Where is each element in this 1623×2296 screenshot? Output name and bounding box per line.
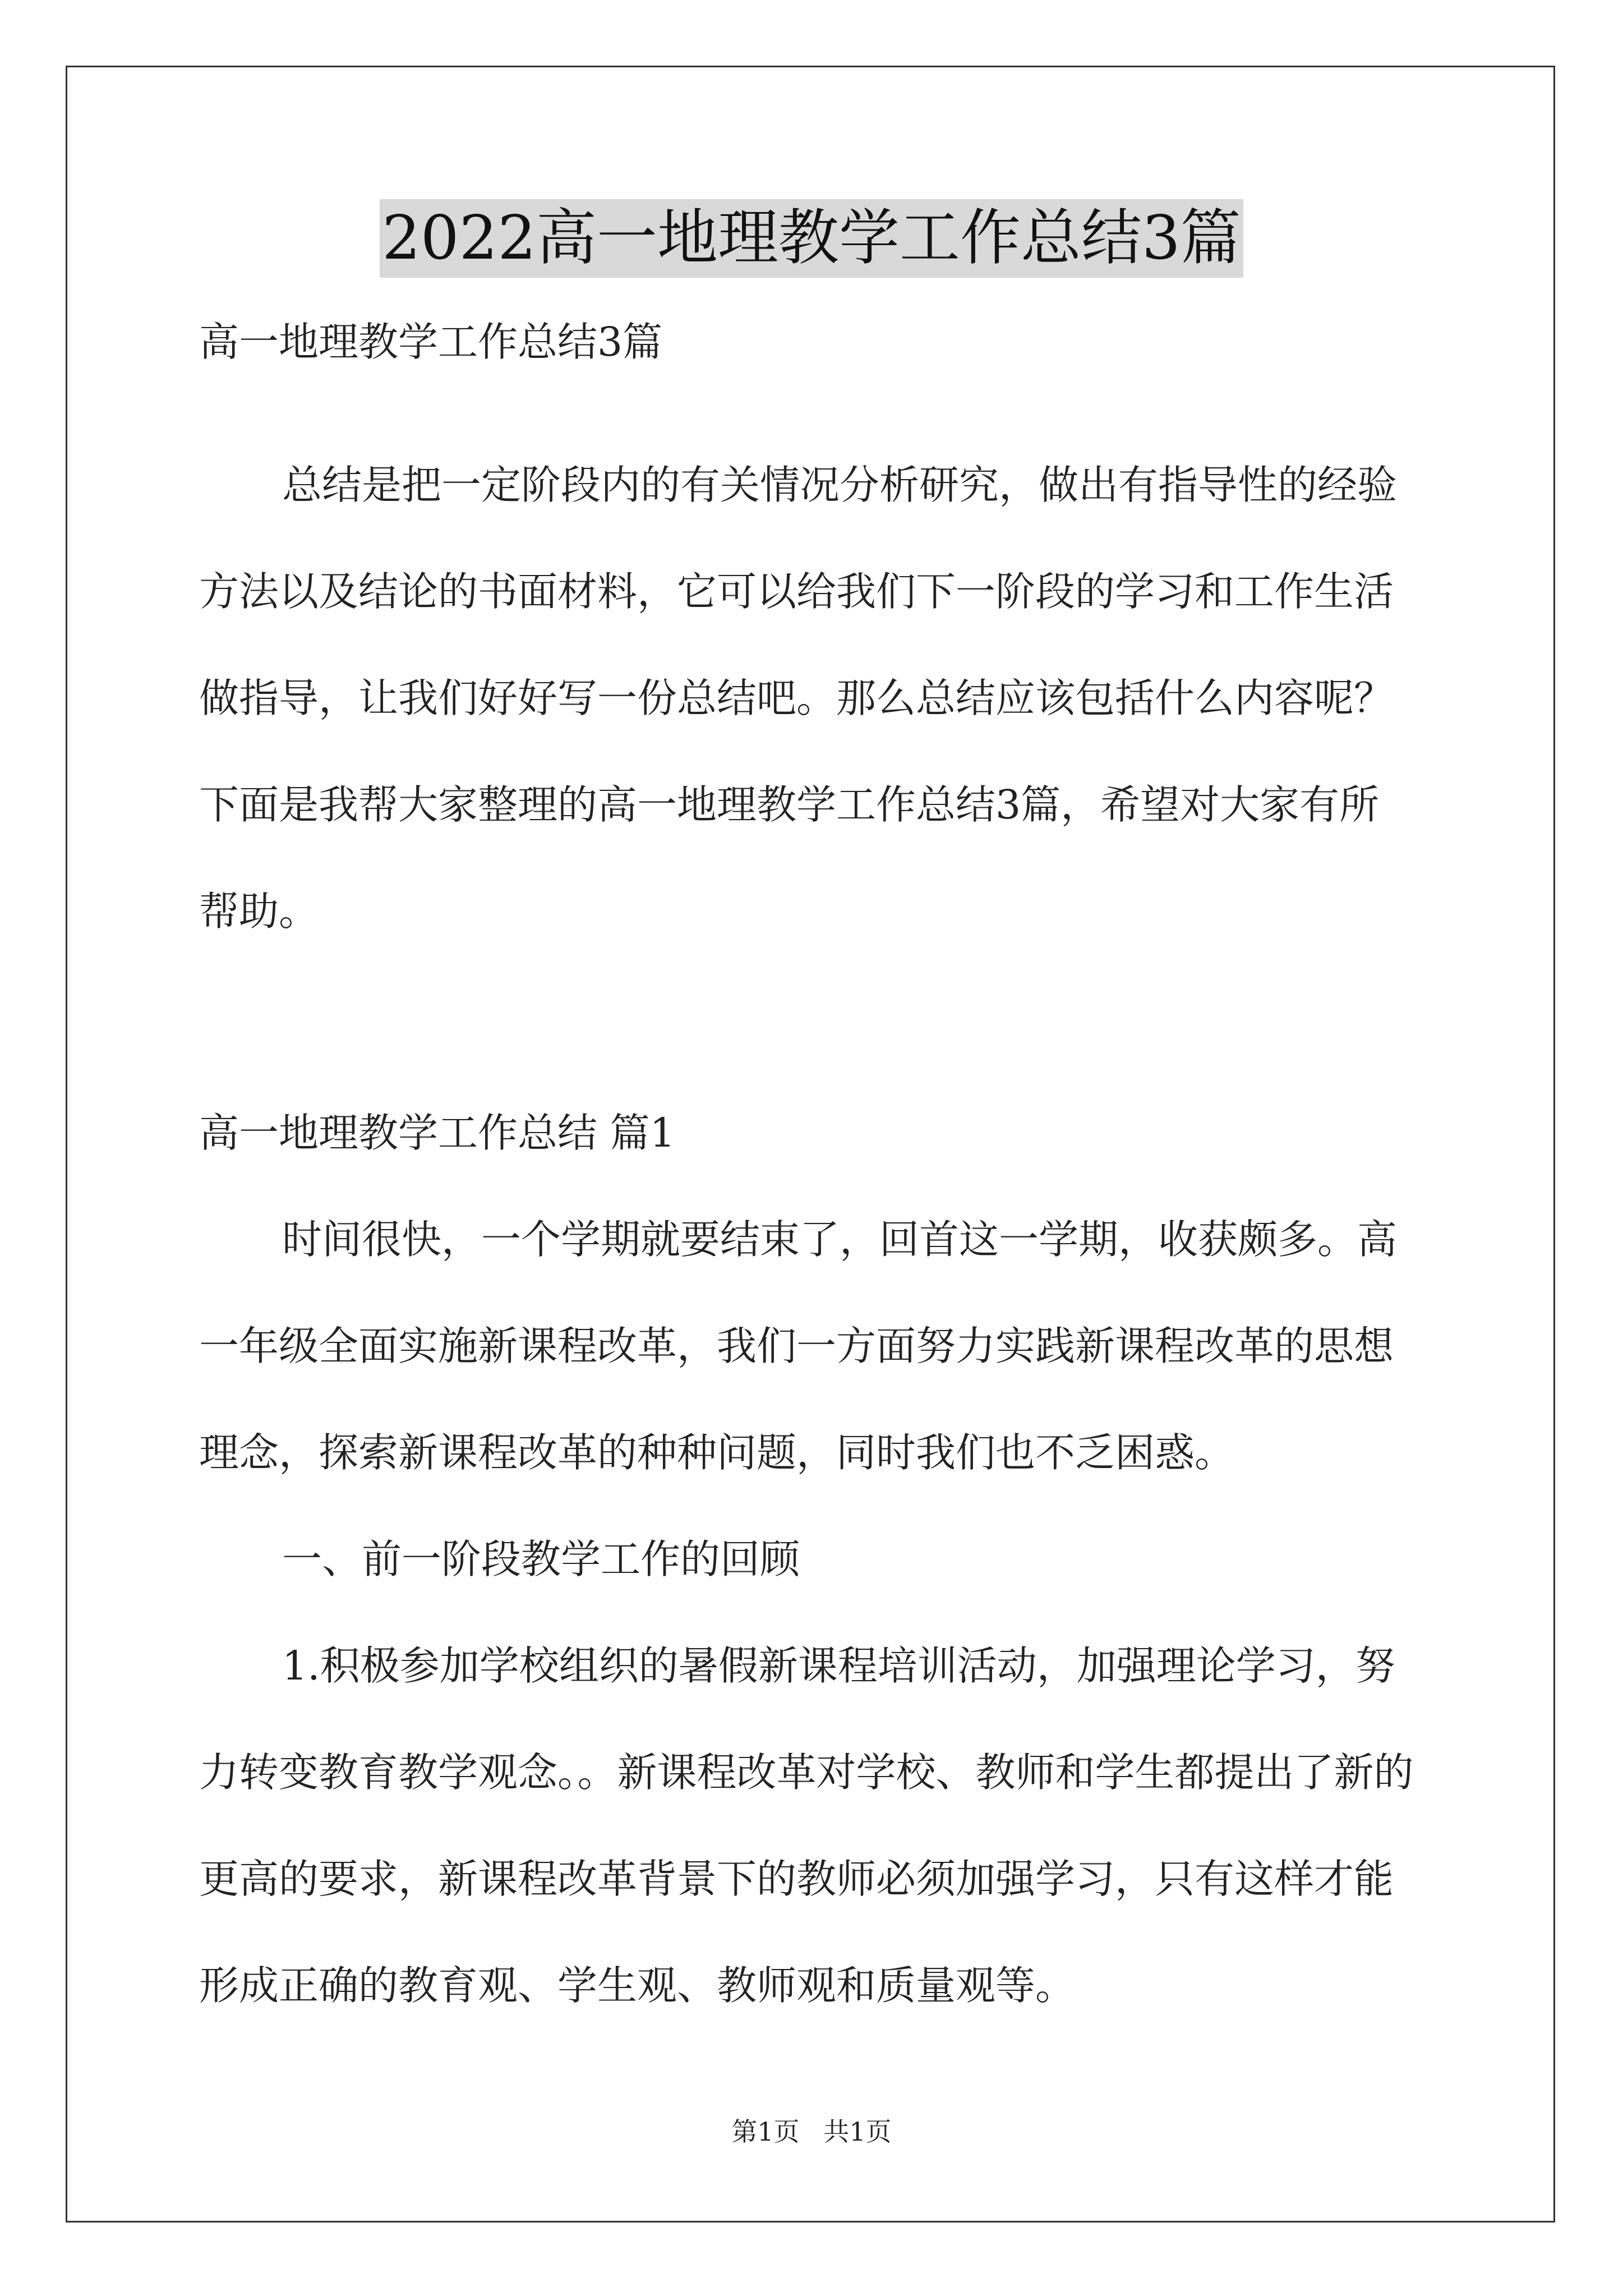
page-number-current: 第1页 bbox=[731, 2116, 800, 2147]
intro-line-5: 帮助。 bbox=[199, 888, 319, 935]
page-number-total: 共1页 bbox=[823, 2116, 892, 2147]
intro-line-1: 总结是把一定阶段内的有关情况分析研究，做出有指导性的经验 bbox=[282, 462, 1398, 508]
body-line-3: 理念，探索新课程改革的种种问题，同时我们也不乏困惑。 bbox=[199, 1429, 1235, 1476]
section-heading: 高一地理教学工作总结 篇1 bbox=[199, 1110, 675, 1156]
point-line-2: 力转变教育教学观念。。新课程改革对学校、教师和学生都提出了新的 bbox=[199, 1749, 1414, 1796]
point-line-1: 1.积极参加学校组织的暑假新课程培训活动，加强理论学习，努 bbox=[282, 1642, 1395, 1689]
intro-line-4: 下面是我帮大家整理的高一地理教学工作总结3篇，希望对大家有所 bbox=[199, 781, 1380, 828]
subtitle-line: 高一地理教学工作总结3篇 bbox=[199, 319, 663, 365]
subheading-line: 一、前一阶段教学工作的回顾 bbox=[282, 1536, 800, 1582]
point-line-3: 更高的要求，新课程改革背景下的教师必须加强学习，只有这样才能 bbox=[199, 1856, 1394, 1902]
intro-line-3: 做指导，让我们好好写一份总结吧。那么总结应该包括什么内容呢？ bbox=[199, 675, 1394, 721]
document-title: 2022高一地理教学工作总结3篇 bbox=[380, 199, 1243, 278]
title-container bbox=[0, 199, 1623, 278]
body-line-2: 一年级全面实施新课程改革，我们一方面努力实践新课程改革的思想 bbox=[199, 1323, 1394, 1369]
page-footer bbox=[0, 2115, 1623, 2148]
point-line-4: 形成正确的教育观、学生观、教师观和质量观等。 bbox=[199, 1962, 1076, 2009]
body-line-1: 时间很快，一个学期就要结束了，回首这一学期，收获颇多。高 bbox=[282, 1216, 1398, 1263]
intro-line-2: 方法以及结论的书面材料，它可以给我们下一阶段的学习和工作生活 bbox=[199, 568, 1394, 615]
